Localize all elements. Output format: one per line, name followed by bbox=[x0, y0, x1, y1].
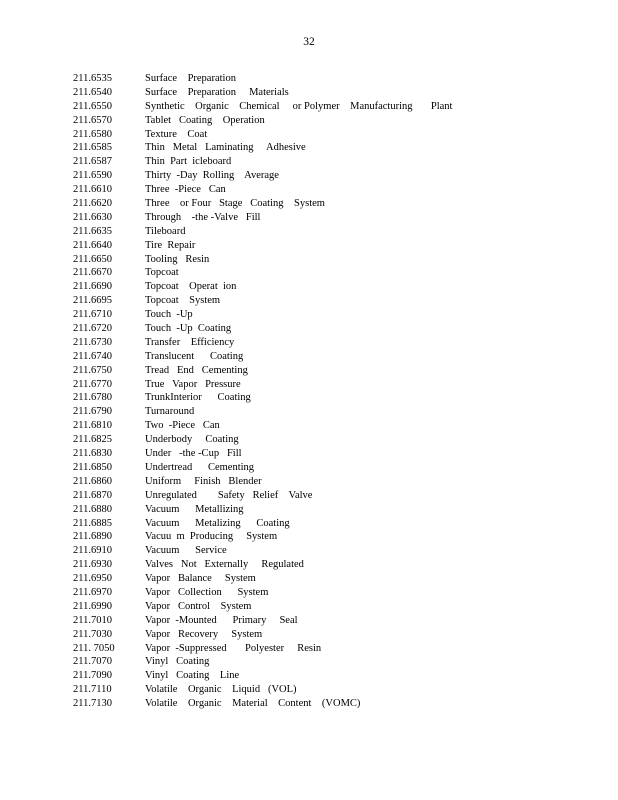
list-item bbox=[73, 600, 452, 614]
section-number: 211.6550 bbox=[73, 100, 112, 112]
defined-term: Touch -Up Coating bbox=[145, 323, 232, 335]
section-number: 211.6950 bbox=[73, 573, 112, 585]
section-number: 211.6590 bbox=[73, 170, 112, 182]
list-item bbox=[73, 544, 452, 558]
section-number: 211.6570 bbox=[73, 114, 112, 126]
section-number: 211.6870 bbox=[73, 489, 112, 501]
list-item bbox=[73, 642, 452, 656]
list-item bbox=[73, 266, 452, 280]
defined-term: Surface Preparation Materials bbox=[145, 86, 289, 98]
defined-term: Vacuum Metallizing bbox=[145, 503, 244, 515]
defined-term: TrunkInterior Coating bbox=[145, 392, 251, 404]
defined-term: Texture Coat bbox=[145, 128, 208, 140]
section-number: 211. 7050 bbox=[73, 642, 115, 654]
defined-term: Vinyl Coating Line bbox=[145, 670, 240, 682]
list-item bbox=[73, 364, 452, 378]
defined-term: Tileboard bbox=[145, 225, 186, 237]
defined-term: Tread End Cementing bbox=[145, 364, 248, 376]
section-number: 211.7090 bbox=[73, 670, 112, 682]
list-item bbox=[73, 336, 452, 350]
section-number: 211.6910 bbox=[73, 545, 112, 557]
list-item bbox=[73, 308, 452, 322]
list-item bbox=[73, 586, 452, 600]
defined-term: Vapor Recovery System bbox=[145, 628, 263, 640]
section-number: 211.6890 bbox=[73, 531, 112, 543]
defined-term: Tooling Resin bbox=[145, 253, 210, 265]
section-number: 211.6730 bbox=[73, 336, 112, 348]
defined-term: Through -the -Valve Fill bbox=[145, 211, 261, 223]
section-number: 211.6750 bbox=[73, 364, 112, 376]
defined-term: Vacuum Service bbox=[145, 545, 227, 557]
list-item bbox=[73, 433, 452, 447]
defined-term: Translucent Coating bbox=[145, 350, 244, 362]
section-number: 211.6630 bbox=[73, 211, 112, 223]
list-item bbox=[73, 489, 452, 503]
defined-term: Vapor -Suppressed Polyester Resin bbox=[145, 642, 322, 654]
section-number: 211.7110 bbox=[73, 684, 112, 696]
list-item bbox=[73, 475, 452, 489]
list-item bbox=[73, 253, 452, 267]
list-item bbox=[73, 100, 452, 114]
section-number: 211.6990 bbox=[73, 600, 112, 612]
section-number: 211.6740 bbox=[73, 350, 112, 362]
section-number: 211.6710 bbox=[73, 309, 112, 321]
defined-term: Vacuu m Producing System bbox=[145, 531, 278, 543]
list-item bbox=[73, 530, 452, 544]
defined-term: Vacuum Metalizing Coating bbox=[145, 517, 290, 529]
list-item bbox=[73, 155, 452, 169]
defined-term: Vinyl Coating bbox=[145, 656, 210, 668]
section-number: 211.6880 bbox=[73, 503, 112, 515]
list-item bbox=[73, 211, 452, 225]
defined-term: Unregulated Safety Relief Valve bbox=[145, 489, 313, 501]
defined-term: Thin Part icleboard bbox=[145, 156, 232, 168]
defined-term: Touch -Up bbox=[145, 309, 193, 321]
list-item bbox=[73, 655, 452, 669]
list-item bbox=[73, 683, 452, 697]
section-number: 211.6640 bbox=[73, 239, 112, 251]
section-number: 211.6535 bbox=[73, 73, 112, 84]
list-item bbox=[73, 461, 452, 475]
section-number: 211.6885 bbox=[73, 517, 112, 529]
section-number: 211.6930 bbox=[73, 559, 112, 571]
list-item bbox=[73, 405, 452, 419]
section-number: 211.6770 bbox=[73, 378, 112, 390]
defined-term: Turnaround bbox=[145, 406, 195, 418]
list-item bbox=[73, 114, 452, 128]
page-number: 32 bbox=[303, 36, 315, 48]
section-number: 211.6970 bbox=[73, 586, 112, 598]
section-number: 211.6540 bbox=[73, 86, 112, 98]
section-number: 211.6850 bbox=[73, 461, 112, 473]
section-number: 211.6780 bbox=[73, 392, 112, 404]
section-number: 211.7130 bbox=[73, 698, 112, 710]
list-item bbox=[73, 294, 452, 308]
defined-term: Topcoat Operat ion bbox=[145, 281, 237, 293]
list-item bbox=[73, 128, 452, 142]
section-number: 211.7070 bbox=[73, 656, 112, 668]
list-item bbox=[73, 350, 452, 364]
defined-term: Surface Preparation bbox=[145, 73, 236, 84]
list-item bbox=[73, 141, 452, 155]
list-item bbox=[73, 572, 452, 586]
section-number: 211.6587 bbox=[73, 156, 112, 168]
list-item bbox=[73, 86, 452, 100]
defined-term: Synthetic Organic Chemical or Polymer Manufacturing Plant bbox=[145, 100, 453, 112]
section-number: 211.6610 bbox=[73, 184, 112, 196]
defined-term: Vapor Balance System bbox=[145, 573, 256, 585]
defined-term: True Vapor Pressure bbox=[145, 378, 241, 390]
section-number: 211.6585 bbox=[73, 142, 112, 154]
list-item bbox=[73, 197, 452, 211]
defined-term: Transfer Efficiency bbox=[145, 336, 235, 348]
section-number: 211.6690 bbox=[73, 281, 112, 293]
section-number: 211.6580 bbox=[73, 128, 112, 140]
section-number: 211.6830 bbox=[73, 448, 112, 460]
list-item bbox=[73, 239, 452, 253]
defined-term: Three -Piece Can bbox=[145, 184, 226, 196]
defined-term: Underbody Coating bbox=[145, 434, 239, 446]
list-item bbox=[73, 614, 452, 628]
list-item bbox=[73, 697, 452, 711]
list-item bbox=[73, 503, 452, 517]
list-item bbox=[73, 628, 452, 642]
defined-term: Vapor Control System bbox=[145, 600, 252, 612]
list-item bbox=[73, 183, 452, 197]
defined-term: Uniform Finish Blender bbox=[145, 475, 262, 487]
section-number: 211.6650 bbox=[73, 253, 112, 265]
section-number: 211.6670 bbox=[73, 267, 112, 279]
defined-term: Tire Repair bbox=[145, 239, 196, 251]
defined-term: Under -the -Cup Fill bbox=[145, 448, 242, 460]
list-item bbox=[73, 72, 452, 86]
section-number: 211.6825 bbox=[73, 434, 112, 446]
defined-term: Thin Metal Laminating Adhesive bbox=[145, 142, 306, 154]
section-number: 211.7010 bbox=[73, 614, 112, 626]
section-number: 211.6620 bbox=[73, 198, 112, 210]
list-item bbox=[73, 558, 452, 572]
list-item bbox=[73, 419, 452, 433]
list-item bbox=[73, 280, 452, 294]
section-number: 211.6695 bbox=[73, 295, 112, 307]
list-item bbox=[73, 517, 452, 531]
list-item bbox=[73, 447, 452, 461]
defined-term: Three or Four Stage Coating System bbox=[145, 198, 325, 210]
defined-term: Topcoat System bbox=[145, 295, 221, 307]
defined-term: Vapor Collection System bbox=[145, 586, 269, 598]
defined-term: Undertread Cementing bbox=[145, 461, 255, 473]
list-item bbox=[73, 225, 452, 239]
defined-term: Two -Piece Can bbox=[145, 420, 220, 432]
defined-term: Thirty -Day Rolling Average bbox=[145, 170, 279, 182]
definitions-list bbox=[73, 72, 452, 711]
defined-term: Volatile Organic Material Content (VOMC) bbox=[145, 698, 361, 710]
section-number: 211.7030 bbox=[73, 628, 112, 640]
defined-term: Volatile Organic Liquid (VOL) bbox=[145, 684, 297, 696]
list-item bbox=[73, 322, 452, 336]
defined-term: Vapor -Mounted Primary Seal bbox=[145, 614, 298, 626]
section-number: 211.6810 bbox=[73, 420, 112, 432]
section-number: 211.6790 bbox=[73, 406, 112, 418]
defined-term: Valves Not Externally Regulated bbox=[145, 559, 304, 571]
list-item bbox=[73, 391, 452, 405]
defined-term: Tablet Coating Operation bbox=[145, 114, 265, 126]
section-number: 211.6720 bbox=[73, 323, 112, 335]
list-item bbox=[73, 169, 452, 183]
list-item bbox=[73, 669, 452, 683]
section-number: 211.6860 bbox=[73, 475, 112, 487]
defined-term: Topcoat bbox=[145, 267, 179, 279]
section-number: 211.6635 bbox=[73, 225, 112, 237]
list-item bbox=[73, 378, 452, 392]
